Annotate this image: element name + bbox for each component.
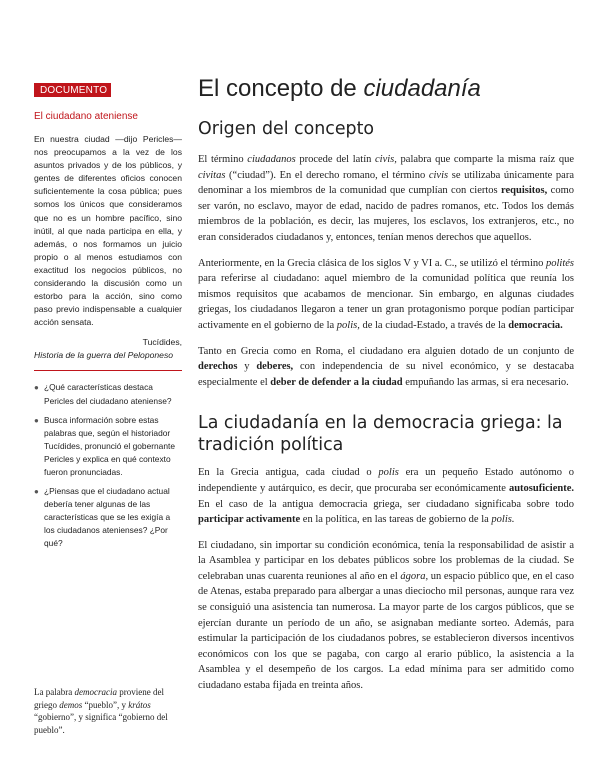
paragraph: Tanto en Grecia como en Roma, el ciudadano era alguien dotado de un conjunto de derechos y deberes, con independencia de su nivel económico, y se destacaba especialmente el deber de defender a la ciudad empuñando las armas, si era necesario.: [198, 345, 575, 388]
quote-work: Historia de la guerra del Peloponeso: [34, 350, 174, 361]
main-content: [198, 74, 574, 704]
document-title: El ciudadano ateniense: [34, 111, 138, 122]
section-heading-origin: Origen del concepto: [198, 119, 375, 139]
question-list: [34, 381, 182, 550]
question-item: ● ¿Piensas que el ciudadano actual debería tener algunas de las características que se les exigía a los ciudadanos atenienses? ¿Por qué?: [34, 486, 171, 549]
bullet-icon: ●: [34, 487, 39, 497]
question-item: ● ¿Qué características destaca Pericles del ciudadano ateniense?: [34, 382, 172, 406]
quote-author: Tucídides,: [142, 337, 182, 348]
section-heading-democracy: La ciudadanía en la democracia griega: la tradición política: [198, 413, 563, 456]
divider: [34, 370, 182, 371]
paragraph: El término ciudadanos procede del latín civis, palabra que comparte la misma raíz que civitas (“ciudad”). En el derecho romano, el término civis se utilizaba únicamente para denominar a los miembros de la comunidad que cumplían con ciertos requisitos, como ser varón, no esclavo, mayor de edad, nacido de padres romanos, etc. Todos los demás miembros de la población, es decir, las mujeres, los esclavos, los extranjeros, etc., no eran considerados ciudadanos y, entonces, tenían menos derechos que aquellos.: [198, 154, 575, 243]
sidebar: [34, 80, 182, 557]
paragraph: En la Grecia antigua, cada ciudad o polis era un pequeño Estado autónomo o independiente y autárquico, es decir, que procuraba ser económicamente autosuficiente. En el caso de la antigua democracia griega, ser ciudadano significaba sobre todo participar activamente en la política, en las tareas de gobierno de la polis.: [198, 467, 575, 526]
paragraph: Anteriormente, en la Grecia clásica de los siglos V y VI a. C., se utilizó el término polités para referirse al ciudadano: aquel miembro de la comunidad política que reunía los mismos requisitos que acabamos de mencionar. Sin embargo, en algunas ciudades griegas, los ciudadanos llegaron a tener un gran protagonismo porque podían participar activamente en el gobierno de la polis, de la ciudad-Estado, a través de la democracia.: [198, 257, 574, 331]
question-item: ● Busca información sobre estas palabras que, según el historiador Tucídides, pronunció el gobernante Pericles y explica en qué contexto fueron pronunciadas.: [34, 414, 175, 477]
pericles-quote: En nuestra ciudad —dijo Pericles— nos preocupamos a la vez de los asuntos privados y de los públicos, y gentes de diferentes oficios conocen suficientemente la cosa pública; pues somos los únicos que consideramos que no es un hombre pacífico, sino inútil, al que nada participa en ella, y además, o nos formamos un juicio propio o al menos estudiamos con exactitud los negocios públicos, no considerando la discusión como un estorbo para la acción, sino como paso previo indispensable a cualquier acción sensata.: [34, 134, 182, 328]
bullet-icon: ●: [34, 383, 39, 393]
etymology-note: La palabra democracia proviene del griego demos “pueblo”, y krátos “gobierno”, y significa “gobierno del pueblo”.: [34, 687, 168, 735]
page-title: El concepto de ciudadanía: [198, 75, 481, 102]
paragraph: El ciudadano, sin importar su condición económica, tenía la responsabilidad de asistir a la Asamblea y participar en los debates públicos sobre los problemas de la ciudad. Se celebraban unas cuarenta reuniones al año en el ágora, un espacio público que, en el caso de Atenas, estaba preparado para albergar a unas dieciocho mil personas, aunque rara vez se consiguió una asistencia tan numerosa. La mayor parte de los cargos públicos, que se ejercían durante un período de un año, se asignaban mediante sorteo. Además, para estimular la participación de los ciudadanos pobres, se establecieron diversos incentivos económicos con los que se pagaba, con cargo al erario público, la asistencia a la Asamblea y el desempeño de los cargos. La edad mínima para ser admitido como ciudadano estaba fijada en treinta años.: [198, 539, 574, 692]
quote-attribution: [34, 336, 182, 362]
bullet-icon: ●: [34, 415, 39, 425]
document-badge: DOCUMENTO: [34, 83, 111, 97]
